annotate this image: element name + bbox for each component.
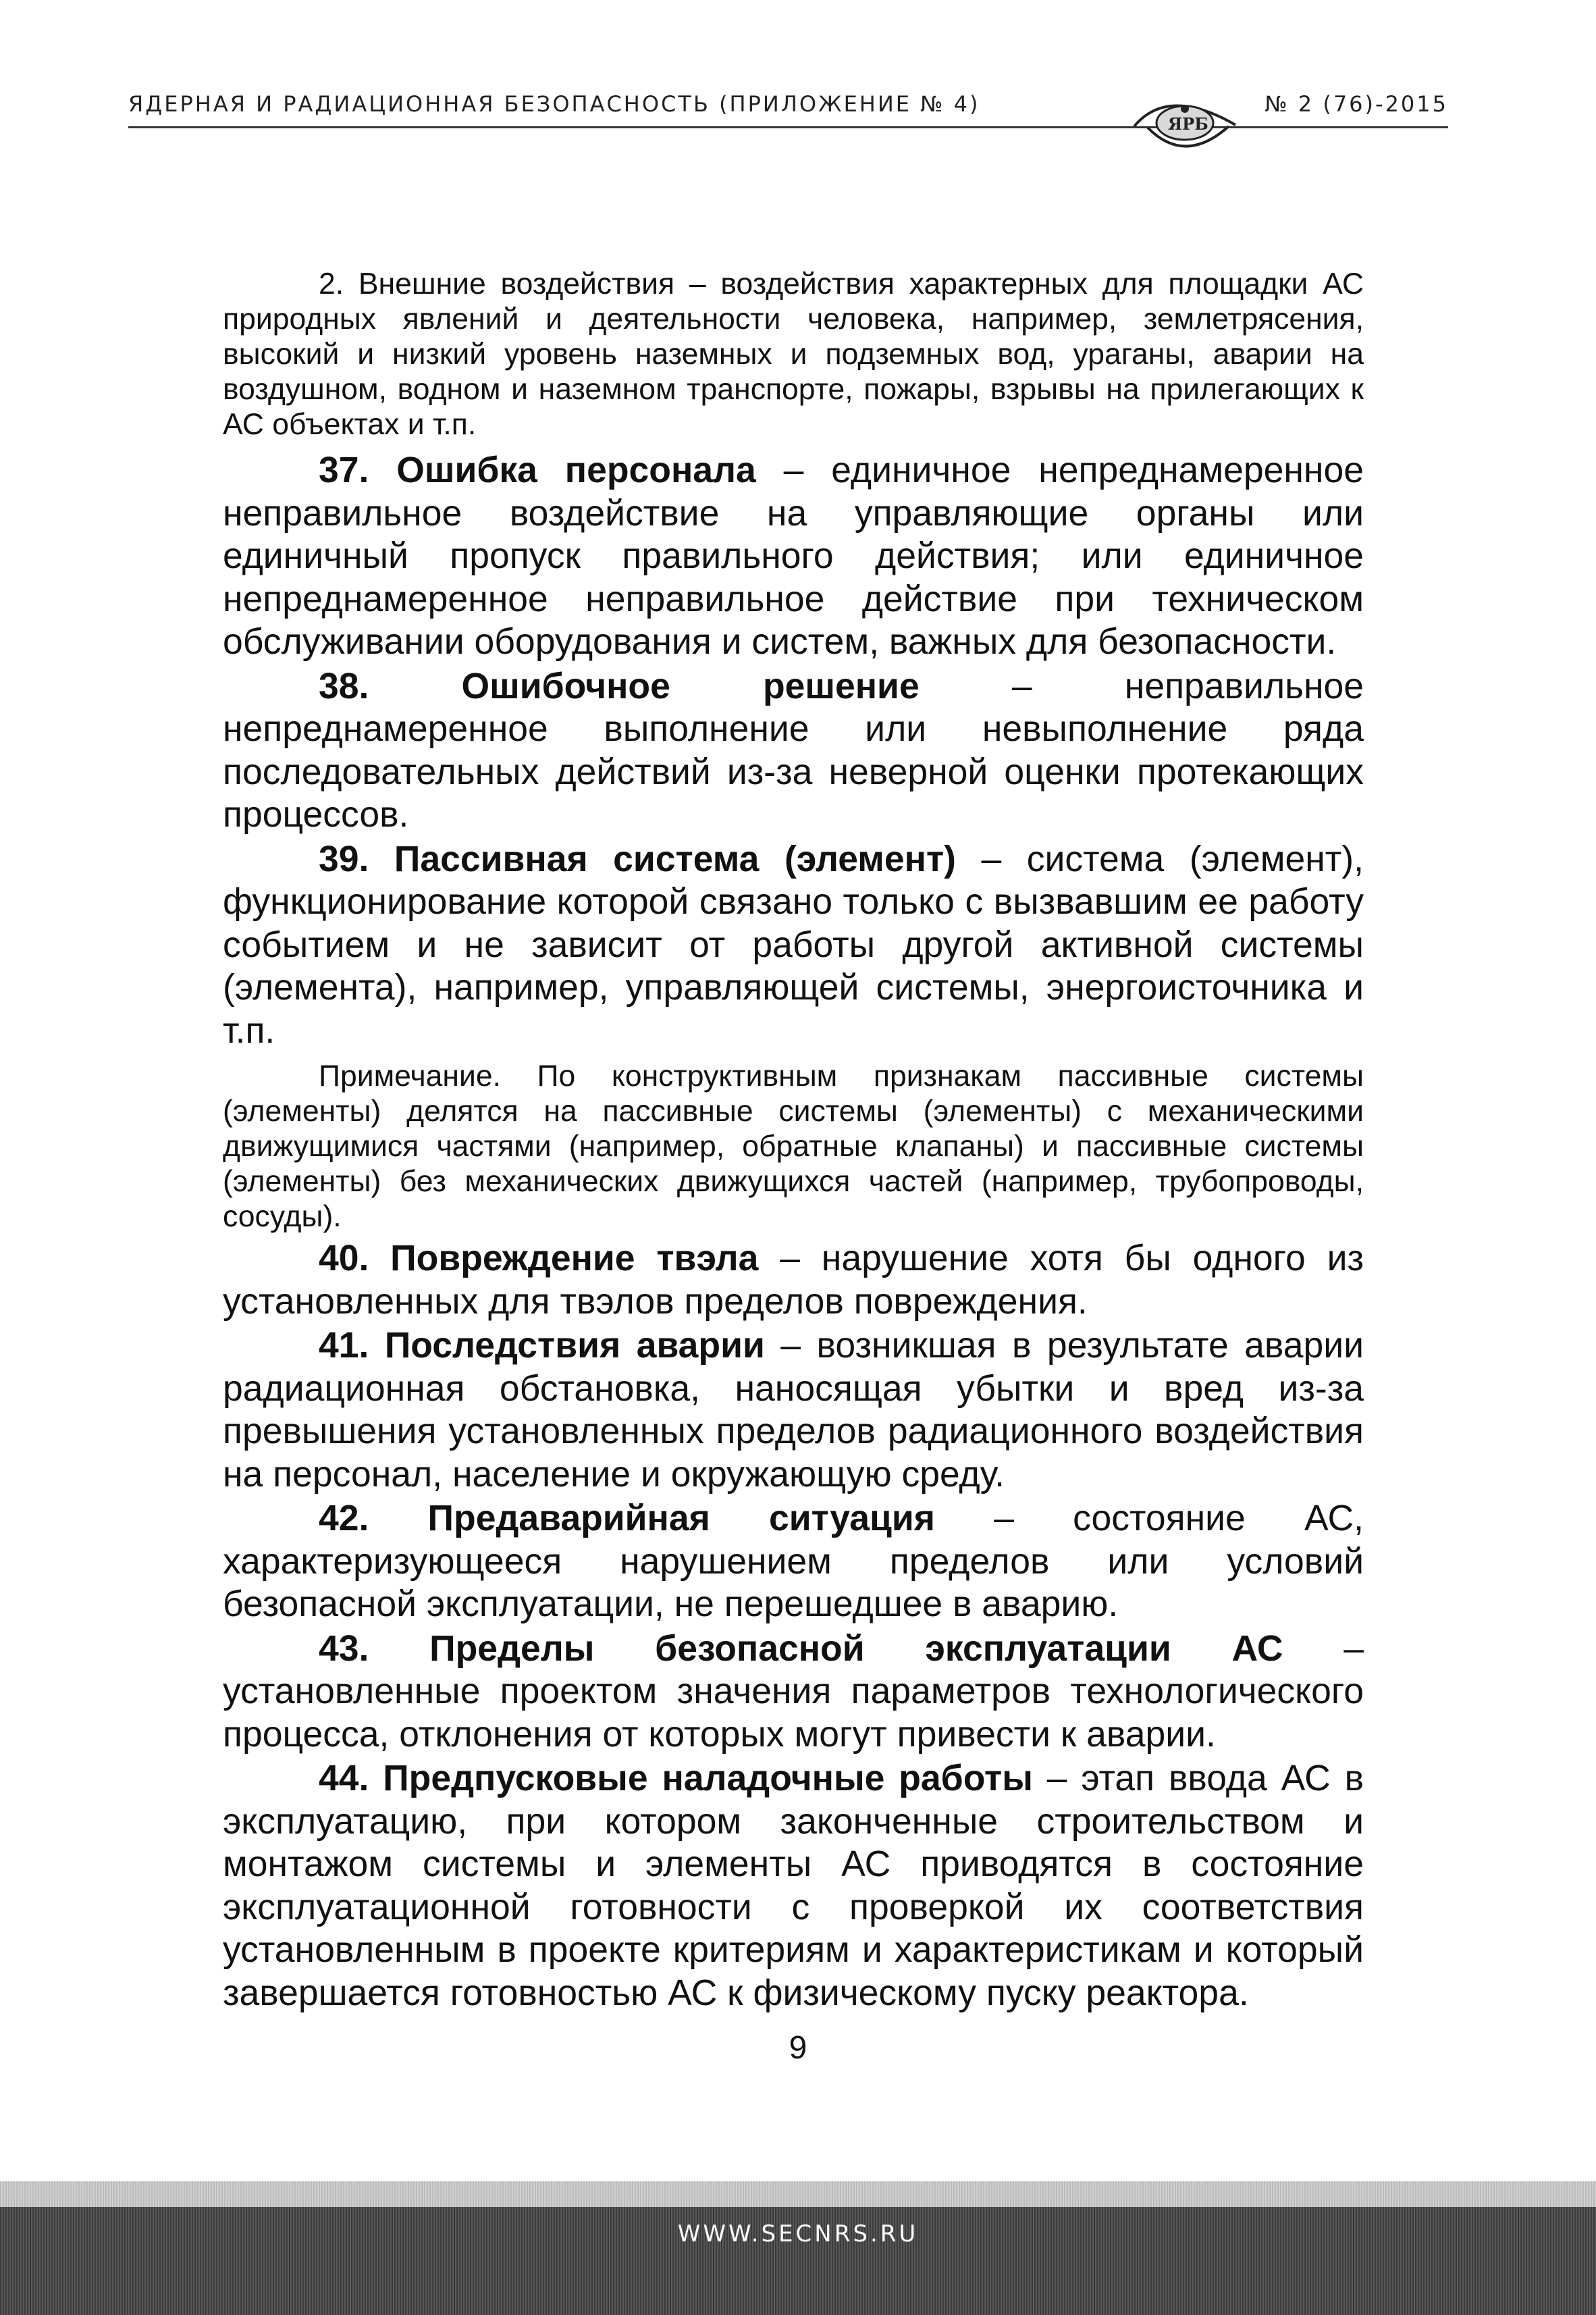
definition-39 [223,838,1364,1053]
term-44: 44. Предпусковые наладочные работы [319,1759,1033,1798]
footer-band-light [0,2181,1596,2207]
issue-number: № 2 (76)-2015 [1265,91,1448,117]
page-number: 9 [789,2030,807,2066]
journal-title: ЯДЕРНАЯ И РАДИАЦИОННАЯ БЕЗОПАСНОСТЬ (ПРИЛОЖЕНИЕ № 4) [128,91,980,117]
definition-38-text: – неправильное непреднамеренное выполнение или невыполнение ряда последовательных действий из-за неверной оценки протекающих процессов. [223,666,1364,835]
definition-40-text: – нарушение хотя бы одного из установленных для твэлов пределов повреждения. [223,1239,1364,1322]
definition-44-text: – этап ввода АС в эксплуатацию, при котором законченные строительством и монтажом системы и элементы АС приводятся в состояние эксплуатационной готовности с проверкой их соответствия установленным в проекте критериям и характеристикам и который завершается готовностью АС к физическому пуску реактора. [223,1759,1364,2013]
term-43: 43. Пределы безопасной эксплуатации АС [319,1628,1283,1669]
page-header [128,64,1448,159]
term-39: 39. Пассивная система (элемент) [319,839,956,879]
definition-39-text: – система (элемент), функционирование которой связано только с вызвавшим ее работу событием и не зависит от работы другой активной системы (элемента), например, управляющей системы, энергоисточника и т.п. [223,839,1364,1051]
definition-41-text: – возникшая в результате аварии радиационная обстановка, наносящая убытки и вред из-за превышения установленных пределов радиационного воздействия на персонал, население и окружающую среду. [223,1326,1364,1494]
note-39: Примечание. По конструктивным признакам пассивные системы (элементы) делятся на пассивные системы (элементы) с механическими движущимися частями (например, обратные клапаны) и пассивные системы (элементы) без механических движущихся частей (например, трубопроводы, сосуды). [223,1060,1364,1233]
term-38: 38. Ошибочное решение [319,666,920,706]
definition-37-text: – единичное непреднамеренное неправильное воздействие на управляющие органы или единичный пропуск правильного действия; или единичное непреднамеренное неправильное действие при техническом обслуживании оборудования и систем, важных для безопасности. [223,450,1364,662]
definition-44 [223,1757,1364,2014]
definition-40 [223,1237,1364,1323]
definition-43-text: – установленные проектом значения параметров технологического процесса, отклонения от которых могут привести к аварии. [223,1628,1364,1754]
definition-43 [223,1628,1364,1757]
footer-url-link[interactable]: WWW.SECNRS.RU [677,2220,919,2247]
definition-42-text: – состояние АС, характеризующееся нарушением пределов или условий безопасной эксплуатации, не перешедшее в аварию. [223,1499,1364,1624]
term-37: 37. Ошибка персонала [319,450,756,490]
term-42: 42. Предаварийная ситуация [319,1499,936,1538]
page-content [223,267,1364,2014]
definition-38 [223,665,1364,837]
journal-logo-icon [1127,79,1242,160]
logo-text: ЯРБ [1168,114,1208,134]
definition-41 [223,1324,1364,1496]
paragraph-external-impacts: 2. Внешние воздействия – воздействия характерных для площадки АС природных явлений и деятельности человека, например, землетрясения, высокий и низкий уровень наземных и подземных вод, ураганы, аварии на воздушном, водном и наземном транспорте, пожары, взрывы на прилегающих к АС объектах и т.п. [223,267,1364,441]
definition-37 [223,449,1364,664]
term-41: 41. Последствия аварии [319,1326,765,1365]
header-rule [128,126,1448,128]
definition-42 [223,1497,1364,1626]
term-40: 40. Повреждение твэла [319,1239,759,1278]
